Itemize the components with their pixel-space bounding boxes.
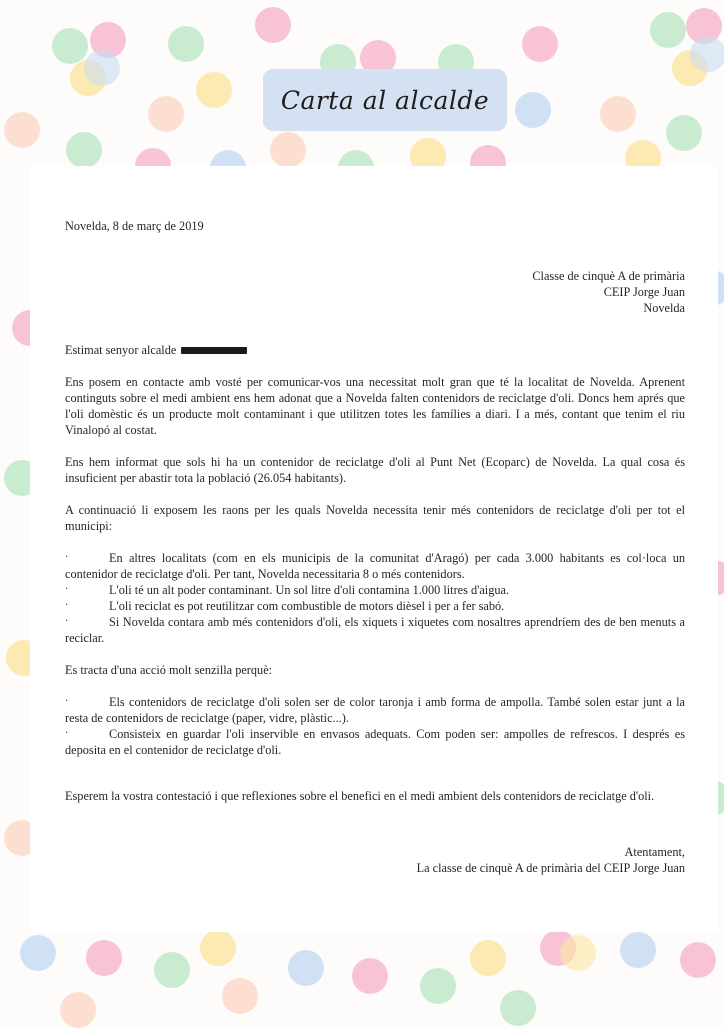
letter-date: Novelda, 8 de març de 2019 (65, 219, 204, 233)
decor-dot (52, 28, 88, 64)
list-item (65, 614, 685, 646)
greeting-line (65, 342, 685, 358)
decor-dot (84, 50, 120, 86)
decor-dot (288, 950, 324, 986)
decor-dot (86, 940, 122, 976)
paragraph: Es tracta d'una acció molt senzilla perquè: (65, 663, 273, 677)
decor-dot (148, 96, 184, 132)
bullet-mark: · (65, 584, 69, 595)
greeting: Estimat senyor alcalde (65, 343, 177, 357)
bullet-mark: · (65, 616, 69, 627)
decor-dot (420, 968, 456, 1004)
decor-dot (620, 932, 656, 968)
decor-dot (560, 935, 596, 971)
decor-dot (200, 930, 236, 966)
closing-block (65, 844, 685, 876)
list-item (65, 694, 685, 726)
list-item (65, 598, 685, 614)
list-item (65, 550, 685, 582)
decor-dot (4, 112, 40, 148)
sender-line: CEIP Jorge Juan (603, 285, 685, 299)
bullet-mark: · (65, 552, 69, 563)
decor-dot (255, 7, 291, 43)
bullet-mark: · (65, 600, 69, 611)
paragraph: Esperem la vostra contestació i que reflexiones sobre el benefici en el medi ambient dels contenidors de reciclatge d'oli. (65, 789, 655, 803)
decor-dot (352, 958, 388, 994)
paragraph: A continuació li exposem les raons per les quals Novelda necessita tenir més contenidors de reciclatge d'oli per tot el municipi: (65, 503, 685, 533)
decor-dot (60, 992, 96, 1028)
sender-line: Novelda (643, 301, 685, 315)
list-item-text: Els contenidors de reciclatge d'oli solen ser de color taronja i amb forma de ampolla. També solen estar junt a la resta de contenidors de reciclatge (paper, vidre, plàstic...). (65, 695, 685, 725)
signature: La classe de cinquè A de primària del CEIP Jorge Juan (416, 861, 685, 875)
decor-dot (470, 940, 506, 976)
list-item-text: L'oli reciclat es pot reutilitzar com combustible de motors dièsel i per a fer sabó. (109, 599, 505, 613)
decor-dot (20, 935, 56, 971)
decor-dot (680, 942, 716, 978)
decor-dot (650, 12, 686, 48)
list-item-text: En altres localitats (com en els municipis de la comunitat d'Aragó) per cada 3.000 habitants es col·loca un contenidor de reciclatge d'oli. Per tant, Novelda necessitaria 8 o més contenidors. (65, 551, 685, 581)
bullet-mark: · (65, 696, 69, 707)
list-item-text: L'oli té un alt poder contaminant. Un sol litre d'oli contamina 1.000 litres d'aigua. (109, 583, 510, 597)
list-item (65, 582, 685, 598)
decor-dot (666, 115, 702, 151)
decor-dot (515, 92, 551, 128)
sender-line: Classe de cinquè A de primària (532, 269, 685, 283)
paragraph: Ens hem informat que sols hi ha un contenidor de reciclatge d'oli al Punt Net (Ecoparc) de Novelda. La qual cosa és insuficient per abastir tota la població (26.054 habitants). (65, 455, 685, 485)
decor-dot (168, 26, 204, 62)
list-item-text: Si Novelda contara amb més contenidors d'oli, els xiquets i xiquetes com nosaltres aprendríem des de ben menuts a reciclar. (65, 615, 685, 645)
decor-dot (66, 132, 102, 168)
closing: Atentament, (624, 845, 685, 859)
decor-dot (196, 72, 232, 108)
list-item-text: Consisteix en guardar l'oli inservible en envasos adequats. Com poden ser: ampolles de refrescos. I després es deposita en el contenidor de reciclatge d'oli. (65, 727, 685, 757)
decor-dot (500, 990, 536, 1026)
decor-dot (222, 978, 258, 1014)
decor-dot (154, 952, 190, 988)
redaction-bar (181, 347, 247, 354)
decor-dot (690, 36, 724, 72)
decor-dot (270, 132, 306, 168)
list-item (65, 726, 685, 758)
letter-body (65, 210, 685, 876)
sender-block (65, 268, 685, 316)
decor-dot (600, 96, 636, 132)
page-title: Carta al alcalde (280, 85, 490, 115)
title-banner (263, 69, 507, 131)
decor-dot (522, 26, 558, 62)
paragraph: Ens posem en contacte amb vosté per comunicar-vos una necessitat molt gran que té la localitat de Novelda. Aprenent continguts sobre el medi ambient ens hem adonat que a Novelda falten contenidors de reciclatge d'oli. Doncs hem aprés que l'oli domèstic és un producte molt contaminant i que utilitzen totes les famílies a diari. I a més, contant que tenim el riu Vinalopó al costat. (65, 375, 685, 437)
bullet-mark: · (65, 728, 69, 739)
